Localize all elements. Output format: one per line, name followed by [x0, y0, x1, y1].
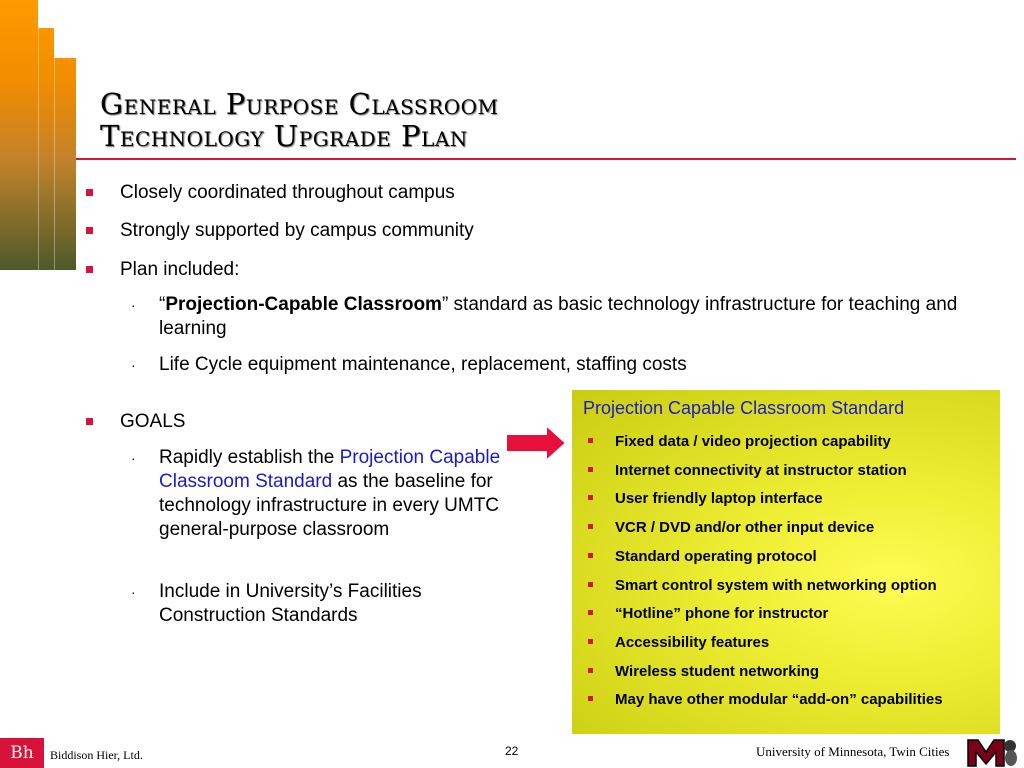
decorative-step-cutout: [54, 0, 76, 58]
standard-box-item-text: Standard operating protocol: [615, 547, 817, 565]
standard-box-item-text: VCR / DVD and/or other input device: [615, 519, 875, 537]
title-line-1: General Purpose Classroom: [100, 87, 499, 121]
standard-box-item-text: User friendly laptop interface: [615, 490, 823, 508]
bullet-text: GOALS: [120, 411, 186, 432]
red-square-bullet-icon: [588, 639, 593, 644]
decorative-bar-divider: [38, 0, 39, 270]
red-square-bullet-icon: [86, 189, 93, 196]
red-square-bullet-icon: [588, 582, 593, 587]
sub-bullet-text: Include in University’s Facilities Construction Standards: [159, 581, 422, 626]
bullet-text: Strongly supported by campus community: [120, 220, 474, 241]
title-underline: [76, 158, 1016, 160]
red-square-bullet-icon: [86, 418, 93, 425]
dot-bullet-icon: ·: [131, 297, 136, 313]
red-square-bullet-icon: [588, 438, 593, 443]
red-square-bullet-icon: [588, 524, 593, 529]
sub-bullet-text: Life Cycle equipment maintenance, replacement, staffing costs: [159, 354, 687, 375]
decorative-bar-divider: [54, 0, 55, 270]
red-square-bullet-icon: [588, 467, 593, 472]
highlighted-term: Projection Capable Classroom Standard: [159, 447, 501, 492]
sub-bullet-text: “Projection-Capable Classroom” standard as basic technology infrastructure for teaching and learning: [159, 294, 958, 339]
page-number: 22: [505, 744, 519, 758]
dot-bullet-icon: ·: [131, 357, 136, 373]
block-m-gopher-logo-icon: [966, 736, 1018, 768]
company-logo: Bh: [0, 738, 44, 768]
red-square-bullet-icon: [86, 266, 93, 273]
dot-bullet-icon: ·: [131, 450, 136, 466]
company-name: Biddison Hier, Ltd.: [50, 748, 143, 762]
red-square-bullet-icon: [588, 668, 593, 673]
decorative-step-cutout: [38, 0, 54, 28]
sub-bullet-text: Rapidly establish the Projection Capable Classroom Standard as the baseline for technology infrastructure in every UMTC general-purpose classroom: [159, 447, 501, 540]
red-square-bullet-icon: [588, 610, 593, 615]
standard-box-item-text: May have other modular “add-on” capabilities: [615, 691, 943, 709]
red-square-bullet-icon: [588, 553, 593, 558]
dot-bullet-icon: ·: [131, 584, 136, 600]
bullet-text: Closely coordinated throughout campus: [120, 182, 455, 203]
title-line-2: Technology Upgrade Plan: [100, 119, 468, 153]
standard-box-item-text: Wireless student networking: [615, 662, 820, 680]
university-name: University of Minnesota, Twin Cities: [756, 744, 950, 759]
red-square-bullet-icon: [588, 696, 593, 701]
standard-box-item-text: “Hotline” phone for instructor: [615, 605, 829, 623]
standard-box-title: Projection Capable Classroom Standard: [583, 398, 905, 418]
bold-term: Projection-Capable Classroom: [165, 294, 442, 315]
standard-box-item-text: Internet connectivity at instructor station: [615, 461, 907, 479]
standard-box-item-text: Accessibility features: [615, 633, 770, 651]
right-arrow-icon: [506, 423, 568, 463]
page-title: [100, 88, 498, 152]
standard-box-item-text: Smart control system with networking option: [615, 576, 937, 594]
bullet-text: Plan included:: [120, 259, 240, 280]
red-square-bullet-icon: [588, 495, 593, 500]
standard-box-item-text: Fixed data / video projection capability: [615, 433, 891, 450]
red-square-bullet-icon: [86, 227, 93, 234]
